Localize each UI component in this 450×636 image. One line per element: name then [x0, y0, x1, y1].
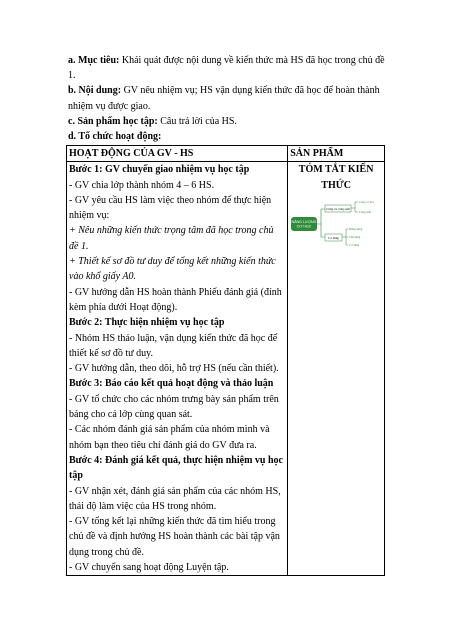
mind-map-leaf-5: Cơ năng: [349, 242, 360, 247]
product-label: c. Sản phẩm học tập:: [68, 115, 158, 127]
objective-paragraph: [68, 53, 388, 83]
product-text: Câu trả lời của HS.: [157, 115, 237, 127]
mind-map-link-4: [355, 208, 358, 212]
product-paragraph: [68, 114, 388, 129]
mind-map-diagram: [290, 197, 383, 257]
step-text: + Nêu những kiến thức trọng tâm đã học trong chủ đề 1.: [69, 225, 274, 252]
step-text: - GV tổ chức cho các nhóm trưng bày sản phẩm trên bảng cho cả lớp cùng quan sát.: [69, 393, 279, 421]
step-text: - GV nhận xét, đánh giá sản phẩm của các nhóm HS, thái độ làm việc của HS trong nhóm.: [69, 485, 281, 512]
mind-map-center-line-1: NĂNG LƯỢNG: [291, 219, 317, 224]
mind-map-center-line-2: CƠ HỌC: [296, 224, 312, 229]
content-label: b. Nội dung:: [68, 85, 122, 97]
step-text: + Thiết kế sơ đồ tư duy để tổng kết những kiến thức vào khổ giấy A0.: [69, 256, 276, 283]
objective-text: Khái quát được nội dung về kiến thức mà HS đã học trong chủ đề 1.: [68, 55, 385, 82]
products-cell: [288, 162, 385, 576]
activities-cell: [67, 162, 288, 576]
content-text: GV nêu nhiệm vụ; HS vận dụng kiến thức đã học để hoàn thành nhiệm vụ được giao.: [68, 85, 380, 112]
header-products: SẢN PHẨM: [288, 146, 385, 162]
step-heading: Bước 2: Thực hiện nhiệm vụ học tập: [69, 317, 225, 329]
organization-paragraph: [68, 129, 388, 144]
table-header-row: [67, 146, 385, 162]
mind-map-link-3: [351, 202, 358, 208]
mind-map-link-1: [317, 209, 325, 224]
mind-map-link-7: [346, 237, 348, 245]
mind-map: [290, 197, 382, 257]
activity-table: [66, 145, 385, 576]
table-body-row: [67, 162, 385, 576]
mind-map-leaf-2: Công suất: [359, 209, 372, 214]
mind-map-leaf-4: Thế năng: [349, 234, 361, 239]
step-heading: Bước 3: Báo cáo kết quả hoạt động và thảo luận: [69, 378, 274, 390]
step-text: - GV tổng kết lại những kiến thức đã tìm hiểu trong chủ đề và định hướng HS hoàn thành các bài tập vận dụng trong chủ đề.: [69, 516, 280, 558]
step-heading: Bước 1: GV chuyển giao nhiệm vụ học tập: [69, 164, 250, 176]
step-text: - Các nhóm đánh giá sản phẩm của nhóm mình và nhóm bạn theo tiêu chí đánh giá do GV đưa ra.: [69, 424, 270, 451]
step-heading: Bước 4: Đánh giá kết quả, thực hiện nhiệm vụ học tập: [69, 454, 283, 482]
mind-map-leaf-1: Công cơ học: [359, 199, 375, 204]
mind-map-link-2: [321, 224, 325, 237]
step-text: - GV hướng dẫn HS hoàn thành Phiếu đánh giá (đính kèm phía dưới Hoạt động).: [69, 286, 282, 313]
organization-label: d. Tổ chức hoạt động:: [68, 131, 162, 143]
content-paragraph: [68, 83, 388, 113]
mind-map-branch-1-label: Công và công suất: [326, 206, 351, 211]
objective-label: a. Mục tiêu:: [68, 55, 120, 66]
step-text: - Nhóm HS thảo luận, vận dụng kiến thức đã học để thiết kế sơ đồ tư duy.: [69, 332, 278, 359]
knowledge-summary-title: TÓM TẮT KIẾN THỨC: [298, 164, 374, 191]
intro-section: [68, 53, 388, 144]
mind-map-branch-2-label: Cơ năng: [328, 235, 340, 240]
mind-map-leaf-3: Động năng: [349, 226, 363, 231]
header-activities: HOẠT ĐỘNG CỦA GV - HS: [67, 146, 288, 162]
mind-map-link-5: [342, 229, 348, 237]
step-text: - GV chuyển sang hoạt động Luyện tập.: [69, 562, 229, 574]
step-text: - GV chia lớp thành nhóm 4 – 6 HS.: [69, 179, 215, 191]
step-text: - GV hướng dẫn, theo dõi, hỗ trợ HS (nếu cần thiết).: [69, 363, 279, 375]
step-text: - GV yêu cầu HS làm việc theo nhóm để thực hiện nhiệm vụ:: [69, 194, 272, 222]
